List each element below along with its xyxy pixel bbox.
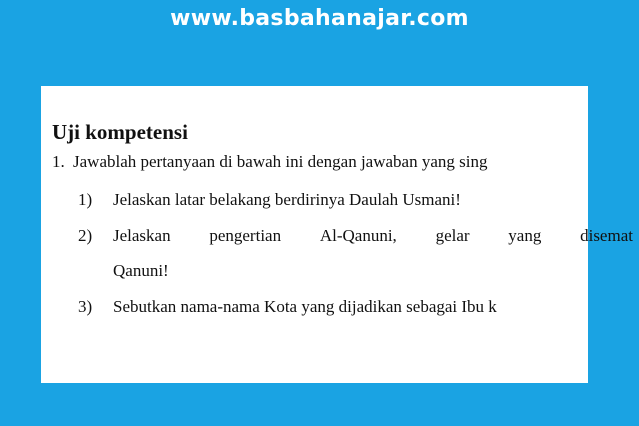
subitem-text: Sebutkan nama-nama Kota yang dijadikan sebagai Ibu k: [113, 297, 497, 316]
word: Jelaskan: [113, 226, 171, 245]
site-url: www.basbahanajar.com: [170, 6, 469, 31]
word: yang: [508, 226, 542, 245]
section-heading: Uji kompetensi: [52, 120, 188, 144]
question-text: Jawablah pertanyaan di bawah ini dengan jawaban yang sing: [73, 152, 488, 171]
subitem-1: [52, 182, 612, 220]
subitem-number: 1): [78, 190, 93, 209]
question-number: 1.: [52, 152, 65, 171]
subitem-text-line-2: Qanuni!: [113, 261, 169, 280]
subitem-number: 2): [78, 226, 93, 245]
subitem-number: 3): [78, 297, 93, 316]
word: pengertian: [209, 226, 282, 245]
word: disemat: [580, 226, 633, 245]
word: gelar: [435, 226, 470, 245]
word: Al-Qanuni,: [319, 226, 397, 245]
subitem-text-line-1: [113, 226, 633, 246]
question-1: [52, 152, 612, 182]
document-body: [52, 120, 633, 328]
subitem-2: [52, 220, 633, 294]
subitem-text: Jelaskan latar belakang berdirinya Daulah Usmani!: [113, 190, 461, 209]
document-card: [41, 86, 633, 383]
subitem-3: [52, 294, 612, 328]
